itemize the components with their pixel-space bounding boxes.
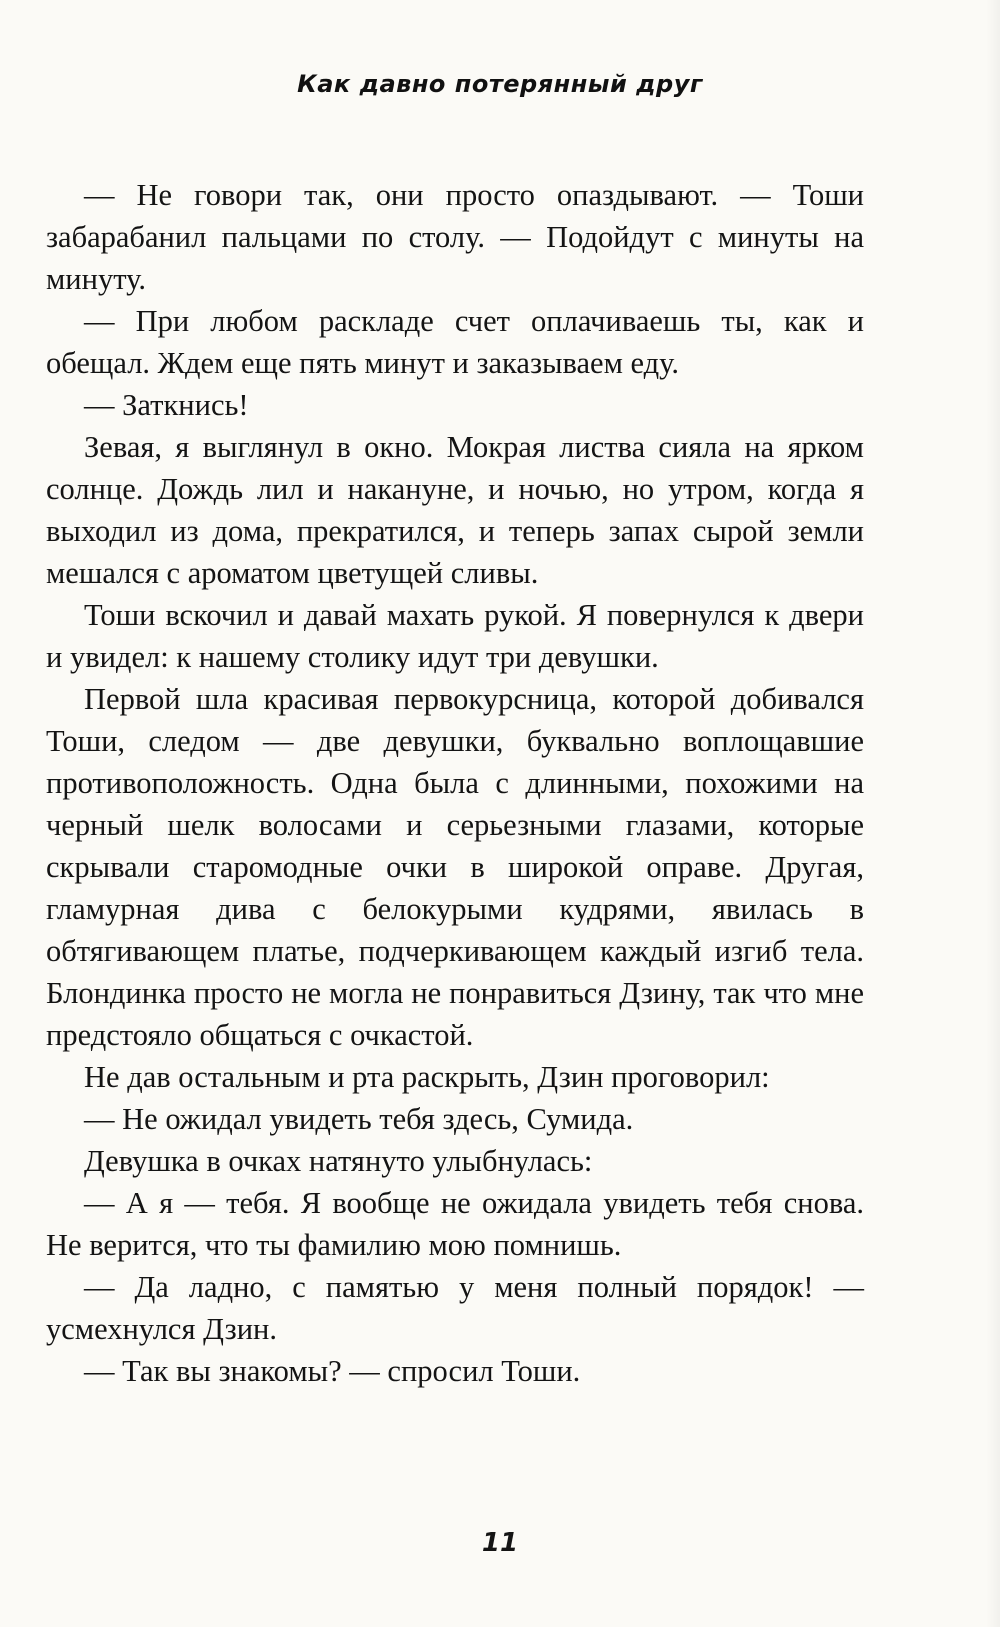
paragraph: — Не ожидал увидеть тебя здесь, Сумида. <box>84 1102 634 1136</box>
paragraph: Тоши вскочил и давай махать рукой. Я повернулся к двери и увидел: к нашему столику идут три девушки. <box>46 598 864 674</box>
paragraph: — А я — тебя. Я вообще не ожидала увидеть тебя снова. Не верится, что ты фамилию мою помнишь. <box>46 1186 864 1262</box>
paragraph: Не дав остальным и рта раскрыть, Дзин проговорил: <box>84 1060 770 1094</box>
paragraph: Зевая, я выглянул в окно. Мокрая листва сияла на ярком солнце. Дождь лил и накануне, и ночью, но утром, когда я выходил из дома, прекратился, и теперь запах сырой земли мешался с ароматом цветущей сливы. <box>46 430 864 590</box>
body-text <box>46 174 864 1392</box>
page-number: 11 <box>481 1528 519 1558</box>
paragraph: — Не говори так, они просто опаздывают. — Тоши забарабанил пальцами по столу. — Подойдут с минуты на минуту. <box>46 178 864 296</box>
paragraph: Девушка в очках натянуто улыбнулась: <box>84 1144 593 1178</box>
paragraph: — Да ладно, с памятью у меня полный порядок! — усмехнулся Дзин. <box>46 1270 864 1346</box>
page-edge-shadow <box>986 0 1000 1627</box>
paragraph: — Заткнись! <box>84 388 249 422</box>
running-head: Как давно потерянный друг <box>297 70 703 98</box>
paragraph: Первой шла красивая первокурсница, которой добивался Тоши, следом — две девушки, буквально воплощавшие противоположность. Одна была с длинными, похожими на черный шелк волосами и серьезными глазами, которые скрывали старомодные очки в широкой оправе. Другая, гламурная дива с белокурыми кудрями, явилась в обтягивающем платье, подчеркивающем каждый изгиб тела. Блондинка просто не могла не понравиться Дзину, так что мне предстояло общаться с очкастой. <box>46 682 864 1052</box>
paragraph: — Так вы знакомы? — спросил Тоши. <box>84 1354 581 1388</box>
paragraph: — При любом раскладе счет оплачиваешь ты, как и обещал. Ждем еще пять минут и заказываем еду. <box>46 304 864 380</box>
